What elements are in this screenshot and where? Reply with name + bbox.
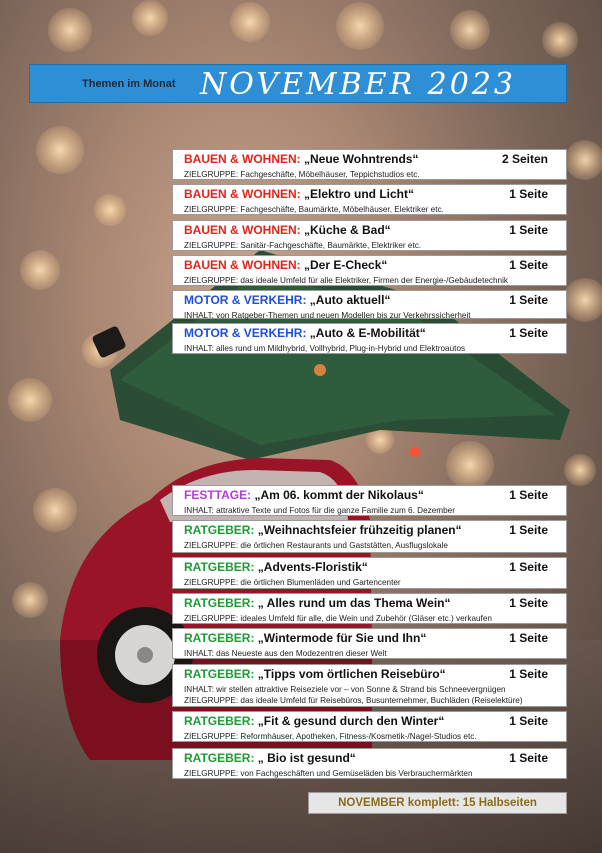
- topic-item: [172, 557, 567, 589]
- description-label: ZIELGRUPPE: [184, 205, 236, 214]
- topic-headline: [184, 187, 556, 204]
- topic-item: [172, 593, 567, 624]
- description-text: : wir stellen attraktive Reiseziele vor – von Sonne & Strand bis Schneevergnügen: [211, 685, 506, 694]
- topic-category: BAUEN & WOHNEN:: [184, 152, 301, 166]
- description-label: ZIELGRUPPE: [184, 541, 236, 550]
- topic-category: BAUEN & WOHNEN:: [184, 258, 301, 272]
- topic-pages: 1 Seite: [509, 596, 548, 610]
- topic-item: [172, 220, 567, 251]
- topic-category: RATGEBER:: [184, 667, 255, 681]
- topic-description: [184, 577, 556, 588]
- topic-title: „Der E-Check“: [300, 258, 388, 272]
- description-text: : von Ratgeber-Themen und neuen Modellen bis zur Verkehrssicherheit: [211, 311, 471, 320]
- topic-pages: 1 Seite: [509, 667, 548, 681]
- description-text: : ideales Umfeld für alle, die Wein und Zubehör (Gläser etc.) verkaufen: [235, 614, 492, 623]
- topic-category: MOTOR & VERKEHR:: [184, 326, 307, 340]
- topic-item: [172, 628, 567, 659]
- description-label: INHALT: [184, 685, 212, 694]
- topic-title: „Elektro und Licht“: [300, 187, 415, 201]
- description-label: INHALT: [184, 649, 212, 658]
- description-text: : von Fachgeschäften und Gemüseläden bis Verbrauchermärkten: [235, 769, 473, 778]
- topic-description: [184, 343, 556, 354]
- topic-category: RATGEBER:: [184, 714, 255, 728]
- topic-headline: [184, 751, 556, 768]
- topic-headline: [184, 326, 556, 343]
- topic-description: [184, 613, 556, 624]
- topic-description: [184, 540, 556, 551]
- topic-title: „Auto aktuell“: [306, 293, 391, 307]
- description-text: : Sanitär-Fachgeschäfte, Baumärkte, Elektriker etc.: [235, 241, 422, 250]
- topic-pages: 1 Seite: [509, 488, 548, 502]
- total-summary: NOVEMBER komplett: 15 Halbseiten: [308, 792, 567, 814]
- description-label: ZIELGRUPPE: [184, 769, 236, 778]
- topic-category: RATGEBER:: [184, 560, 255, 574]
- topic-title: „Fit & gesund durch den Winter“: [254, 714, 445, 728]
- description-label: ZIELGRUPPE: [184, 614, 236, 623]
- topic-pages: 2 Seiten: [501, 152, 548, 166]
- topic-headline: [184, 523, 556, 540]
- topic-title: „Auto & E-Mobilität“: [306, 326, 426, 340]
- topic-item: [172, 255, 567, 286]
- description-text: : das Neueste aus den Modezentren dieser Welt: [211, 649, 387, 658]
- topic-description: [184, 505, 556, 516]
- topic-headline: [184, 223, 556, 240]
- topic-headline: [184, 488, 556, 505]
- description-label: ZIELGRUPPE: [184, 578, 236, 587]
- description-text: : Fachgeschäfte, Möbelhäuser, Teppichstudios etc.: [235, 170, 420, 179]
- topic-title: „Neue Wohntrends“: [300, 152, 419, 166]
- topic-title: „Wintermode für Sie und Ihn“: [254, 631, 427, 645]
- topic-category: BAUEN & WOHNEN:: [184, 223, 301, 237]
- topic-item: [172, 485, 567, 516]
- description-text: : das ideale Umfeld für Reisebüros, Busunternehmer, Buchläden (Reiselektüre): [235, 696, 523, 705]
- header-subtitle: Themen im Monat: [82, 78, 176, 90]
- topic-pages: 1 Seite: [509, 326, 548, 340]
- topic-category: RATGEBER:: [184, 751, 255, 765]
- description-label: ZIELGRUPPE: [184, 732, 236, 741]
- description-label: ZIELGRUPPE: [184, 696, 236, 705]
- description-label: INHALT: [184, 344, 212, 353]
- description-label: INHALT: [184, 311, 212, 320]
- description-label: INHALT: [184, 506, 212, 515]
- topic-pages: 1 Seite: [509, 560, 548, 574]
- topic-title: „Weihnachtsfeier frühzeitig planen“: [254, 523, 462, 537]
- topic-description: [184, 204, 556, 215]
- header-title: NOVEMBER 2023: [200, 67, 517, 102]
- topic-item: [172, 664, 567, 707]
- topic-pages: 1 Seite: [509, 223, 548, 237]
- topic-category: MOTOR & VERKEHR:: [184, 293, 307, 307]
- topic-item: [172, 290, 567, 319]
- topic-description: [184, 684, 556, 695]
- topic-item: [172, 748, 567, 779]
- description-label: ZIELGRUPPE: [184, 170, 236, 179]
- topic-headline: [184, 258, 556, 275]
- topic-title: „ Bio ist gesund“: [254, 751, 356, 765]
- topic-pages: 1 Seite: [509, 631, 548, 645]
- description-text: : alles rund um Mildhybrid, Vollhybrid, Plug-in-Hybrid und Elektroautos: [211, 344, 466, 353]
- description-text: : die örtlichen Restaurants und Gaststätten, Ausflugslokale: [235, 541, 448, 550]
- description-text: : das ideale Umfeld für alle Elektriker, Firmen der Energie-/Gebäudetechnik: [235, 276, 509, 285]
- topic-pages: 1 Seite: [509, 523, 548, 537]
- description-text: : attraktive Texte und Fotos für die ganze Familie zum 6. Dezember: [211, 506, 455, 515]
- topic-description: [184, 695, 556, 706]
- topic-item: [172, 711, 567, 742]
- description-label: ZIELGRUPPE: [184, 276, 236, 285]
- topic-headline: [184, 714, 556, 731]
- topic-item: [172, 520, 567, 553]
- topic-headline: [184, 293, 556, 310]
- topic-description: [184, 169, 556, 180]
- topic-headline: [184, 152, 556, 169]
- topic-category: BAUEN & WOHNEN:: [184, 187, 301, 201]
- topic-pages: 1 Seite: [509, 187, 548, 201]
- topic-title: „ Alles rund um das Thema Wein“: [254, 596, 451, 610]
- topic-item: [172, 149, 567, 180]
- topic-category: RATGEBER:: [184, 631, 255, 645]
- description-text: : Reformhäuser, Apotheken, Fitness-/Kosmetik-/Nagel-Studios etc.: [235, 732, 477, 741]
- topic-headline: [184, 596, 556, 613]
- description-text: : Fachgeschäfte, Baumärkte, Möbelhäuser, Elektriker etc.: [235, 205, 444, 214]
- topic-description: [184, 648, 556, 659]
- description-text: : die örtlichen Blumenläden und Gartencenter: [235, 578, 401, 587]
- topic-description: [184, 731, 556, 742]
- topic-title: „Tipps vom örtlichen Reisebüro“: [254, 667, 446, 681]
- topic-description: [184, 275, 556, 286]
- topic-title: „Am 06. kommt der Nikolaus“: [251, 488, 424, 502]
- topic-description: [184, 310, 556, 321]
- topic-category: FESTTAGE:: [184, 488, 252, 502]
- topic-headline: [184, 631, 556, 648]
- topic-pages: 1 Seite: [509, 714, 548, 728]
- topic-headline: [184, 667, 556, 684]
- topic-description: [184, 240, 556, 251]
- topic-title: „Küche & Bad“: [300, 223, 391, 237]
- topic-title: „Advents-Floristik“: [254, 560, 368, 574]
- topic-item: [172, 184, 567, 215]
- topic-category: RATGEBER:: [184, 596, 255, 610]
- topic-pages: 1 Seite: [509, 751, 548, 765]
- description-label: ZIELGRUPPE: [184, 241, 236, 250]
- topic-pages: 1 Seite: [509, 293, 548, 307]
- topic-category: RATGEBER:: [184, 523, 255, 537]
- topic-pages: 1 Seite: [509, 258, 548, 272]
- topic-item: [172, 323, 567, 354]
- topic-headline: [184, 560, 556, 577]
- topic-description: [184, 768, 556, 779]
- header-bar: [29, 64, 567, 103]
